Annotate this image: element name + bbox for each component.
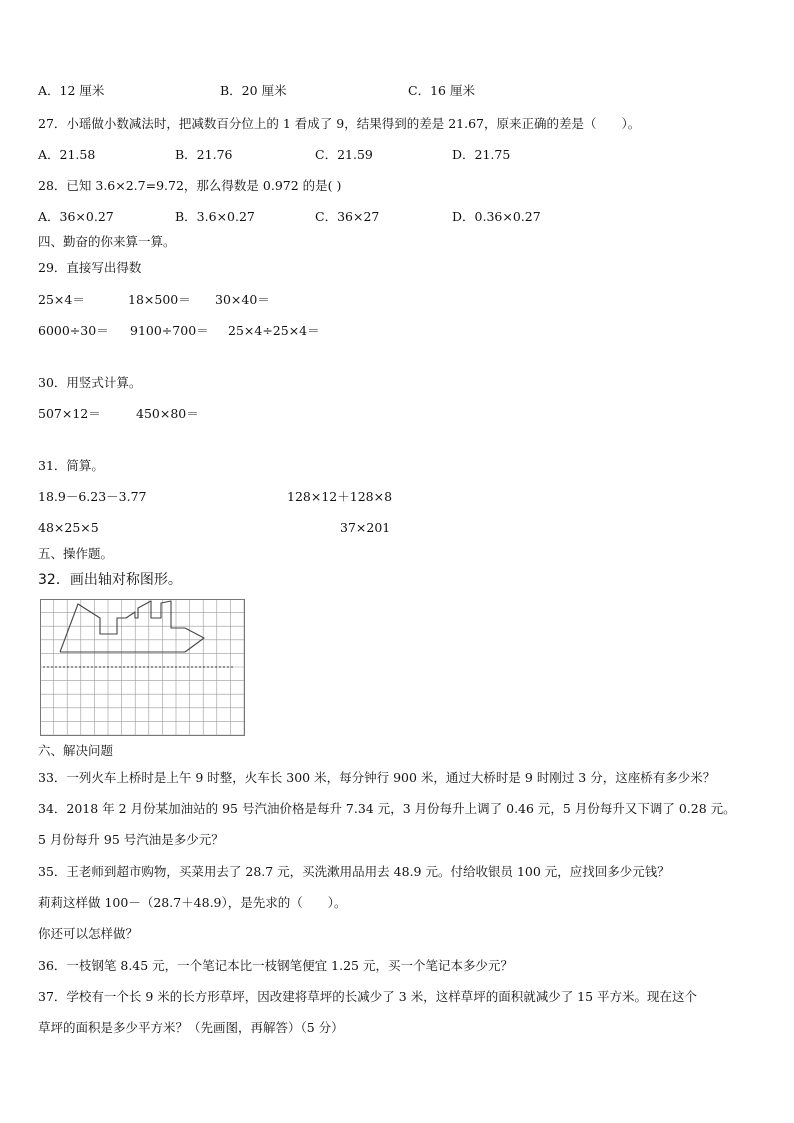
q30-title: 30．用竖式计算。 xyxy=(38,375,142,390)
q29-item: 25×4÷25×4＝ xyxy=(228,323,320,338)
q27-option-b: B．21.76 xyxy=(175,147,233,162)
q31-title: 31．简算。 xyxy=(38,458,104,473)
q26-option-a: A．12 厘米 xyxy=(38,83,105,98)
q31-item: 128×12＋128×8 xyxy=(287,489,393,504)
q35-line2: 莉莉这样做 100－（28.7＋48.9），是先求的（ ）。 xyxy=(38,895,347,910)
q30-item: 450×80＝ xyxy=(136,406,199,421)
q29-item: 30×40＝ xyxy=(215,292,270,307)
q28-option-a: A．36×0.27 xyxy=(38,209,114,224)
q29-title: 29．直接写出得数 xyxy=(38,260,142,275)
symmetry-grid-svg xyxy=(40,599,245,736)
q34-line1: 34．2018 年 2 月份某加油站的 95 号汽油价格是每升 7.34 元，3 月份每升上调了 0.46 元，5 月份每升又下调了 0.28 元。 xyxy=(38,801,736,816)
section-5-heading: 五、操作题。 xyxy=(38,546,114,561)
q36-text: 36．一枝钢笔 8.45 元，一个笔记本比一枝钢笔便宜 1.25 元，买一个笔记本多少元？ xyxy=(38,958,513,973)
q32-title: 32．画出轴对称图形。 xyxy=(38,572,182,588)
q29-item: 9100÷700＝ xyxy=(130,323,209,338)
q26-option-c: C．16 厘米 xyxy=(408,83,475,98)
q33-text: 33．一列火车上桥时是上午 9 时整，火车长 300 米，每分钟行 900 米，通过大桥时是 9 时刚过 3 分，这座桥有多少米？ xyxy=(38,770,716,785)
q28-option-c: C．36×27 xyxy=(315,209,380,224)
q28-stem: 28．已知 3.6×2.7=9.72，那么得数是 0.972 的是( ) xyxy=(38,178,342,193)
q37-line1: 37．学校有一个长 9 米的长方形草坪，因改建将草坪的长减少了 3 米，这样草坪的面积就减少了 15 平方米。现在这个 xyxy=(38,989,698,1004)
q28-option-d: D．0.36×0.27 xyxy=(452,209,541,224)
q27-option-d: D．21.75 xyxy=(452,147,511,162)
q28-option-b: B．3.6×0.27 xyxy=(175,209,255,224)
q31-item: 48×25×5 xyxy=(38,520,99,535)
q35-line1: 35．王老师到超市购物，买菜用去了 28.7 元，买洗漱用品用去 48.9 元。付给收银员 100 元，应找回多少元钱？ xyxy=(38,864,670,879)
q26-option-b: B．20 厘米 xyxy=(220,83,287,98)
section-4-heading: 四、勤奋的你来算一算。 xyxy=(38,234,176,249)
q29-item: 6000÷30＝ xyxy=(38,323,109,338)
q37-line2: 草坪的面积是多少平方米？（先画图，再解答）（5 分） xyxy=(38,1020,344,1035)
symmetry-grid xyxy=(40,599,245,736)
q29-item: 18×500＝ xyxy=(128,292,191,307)
q27-stem: 27．小瑶做小数减法时，把减数百分位上的 1 看成了 9，结果得到的差是 21.67，原来正确的差是（ ）。 xyxy=(38,116,641,131)
q35-line3: 你还可以怎样做？ xyxy=(38,926,139,941)
section-6-heading: 六、解决问题 xyxy=(38,743,114,758)
q31-item: 37×201 xyxy=(340,520,391,535)
q31-item: 18.9－6.23－3.77 xyxy=(38,489,147,504)
q27-option-a: A．21.58 xyxy=(38,147,96,162)
q30-item: 507×12＝ xyxy=(38,406,101,421)
q29-item: 25×4＝ xyxy=(38,292,85,307)
q34-line2: 5 月份每升 95 号汽油是多少元？ xyxy=(38,832,224,847)
q27-option-c: C．21.59 xyxy=(315,147,373,162)
grid-lines xyxy=(40,599,245,736)
